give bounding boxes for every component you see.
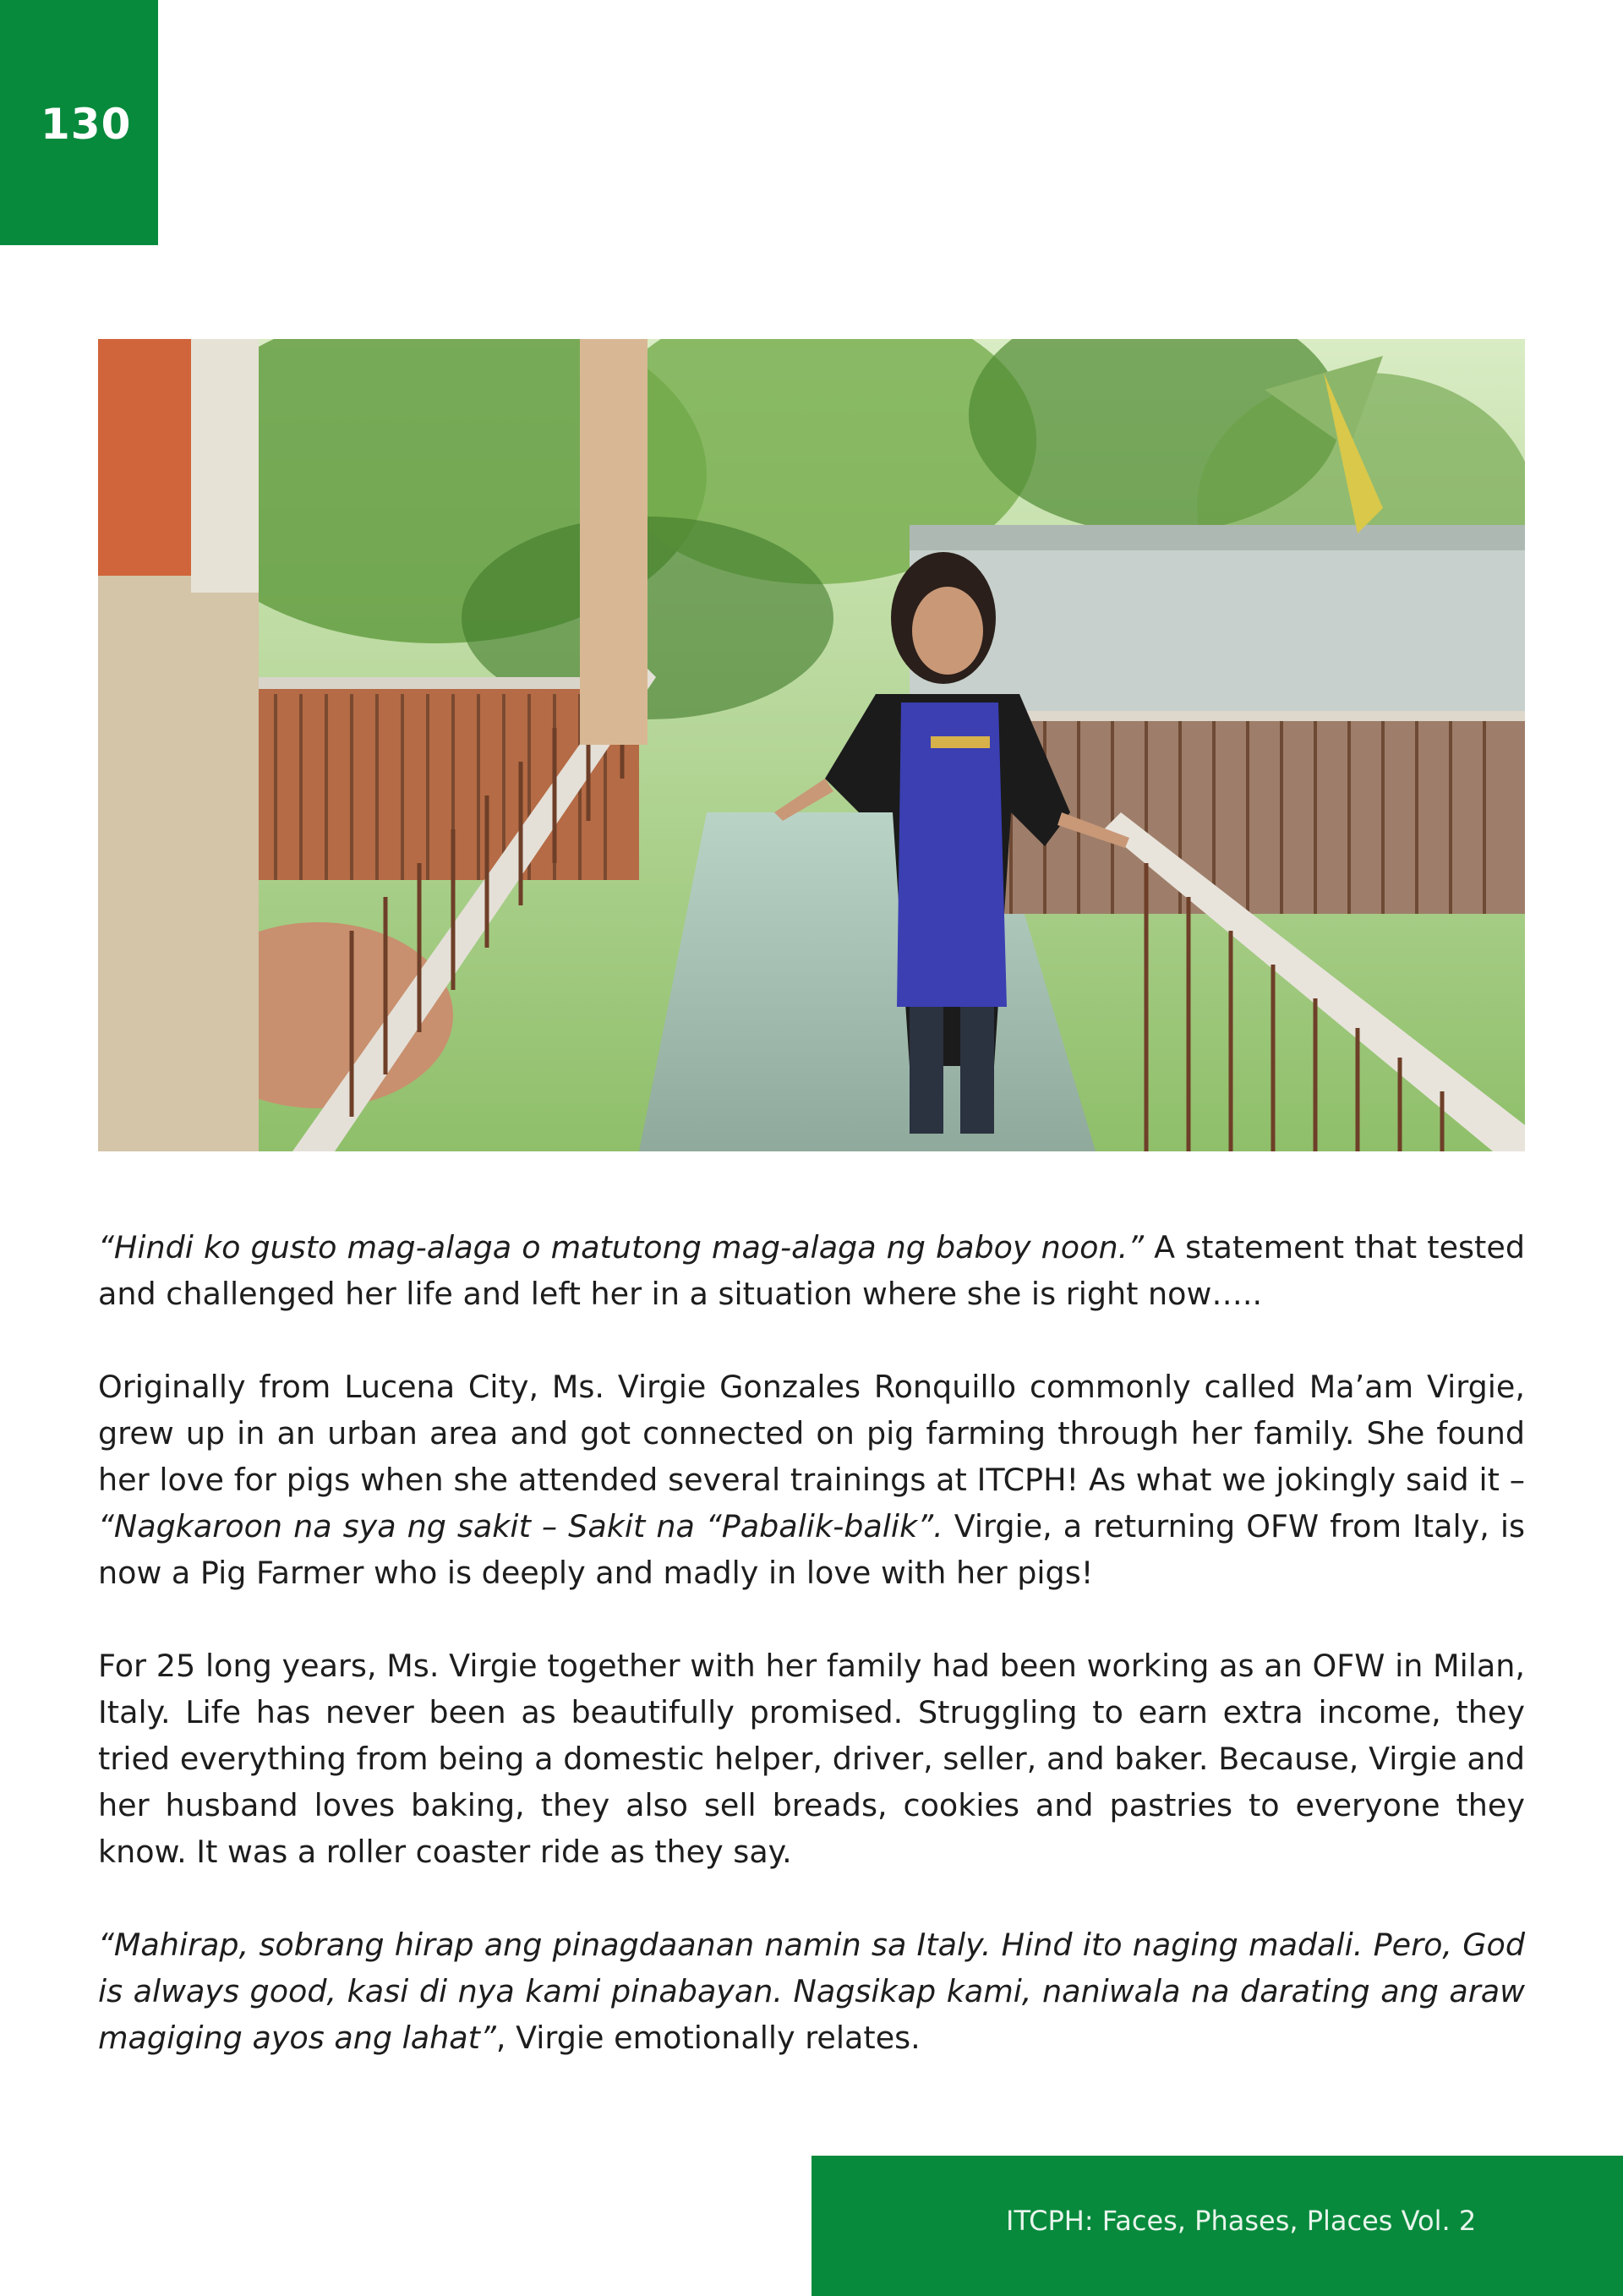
origin-text: Originally from Lucena City, Ms. Virgie Gonzales Ronquillo commonly called Ma’am Virgie, grew up in an urban area and got connected on pig farming through her family. She found her love for pigs when she attended several trainings at ITCPH! As what we jokingly said it – — [98, 1369, 1525, 1498]
paragraph-origin — [98, 1364, 1525, 1596]
page-number-block — [0, 0, 158, 245]
footer-title: ITCPH: Faces, Phases, Places Vol. 2 — [1006, 2205, 1477, 2237]
intro-quote: “Hindi ko gusto mag-alaga o matutong mag-alaga ng baboy noon.” — [98, 1229, 1145, 1266]
photo-icon — [98, 339, 1525, 1151]
paragraph-quote — [98, 1922, 1525, 2061]
article-photo — [98, 339, 1525, 1151]
footer-block — [812, 2156, 1623, 2296]
intro-text: A statement that tested and challenged her life and left her in a situation where she is right now….. — [98, 1229, 1525, 1312]
closing-quote: “Mahirap, sobrang hirap ang pinagdaanan namin sa Italy. Hind ito naging madali. Pero, God is always good, kasi di nya kami pinabayan. Nagsikap kami, naniwala na darating ang araw magiging ayos ang lahat” — [98, 1927, 1525, 2056]
origin-quote: “Nagkaroon na sya ng sakit – Sakit na “Pabalik-balik”. — [98, 1508, 943, 1544]
paragraph-intro — [98, 1224, 1525, 1317]
article-body — [98, 1224, 1525, 2107]
origin-end-text: Virgie, a returning OFW from Italy, is now a Pig Farmer who is deeply and madly in love with her pigs! — [98, 1508, 1525, 1591]
paragraph-ofw: For 25 long years, Ms. Virgie together with her family had been working as an OFW in Milan, Italy. Life has never been as beautifully promised. Struggling to earn extra income, they tried everything from being a domestic helper, driver, seller, and baker. Because, Virgie and her husband loves baking, they also sell breads, cookies and pastries to everyone they know. It was a roller coaster ride as they say. — [98, 1648, 1525, 1870]
page-number: 130 — [41, 100, 132, 149]
closing-text: , Virgie emotionally relates. — [495, 2020, 921, 2056]
